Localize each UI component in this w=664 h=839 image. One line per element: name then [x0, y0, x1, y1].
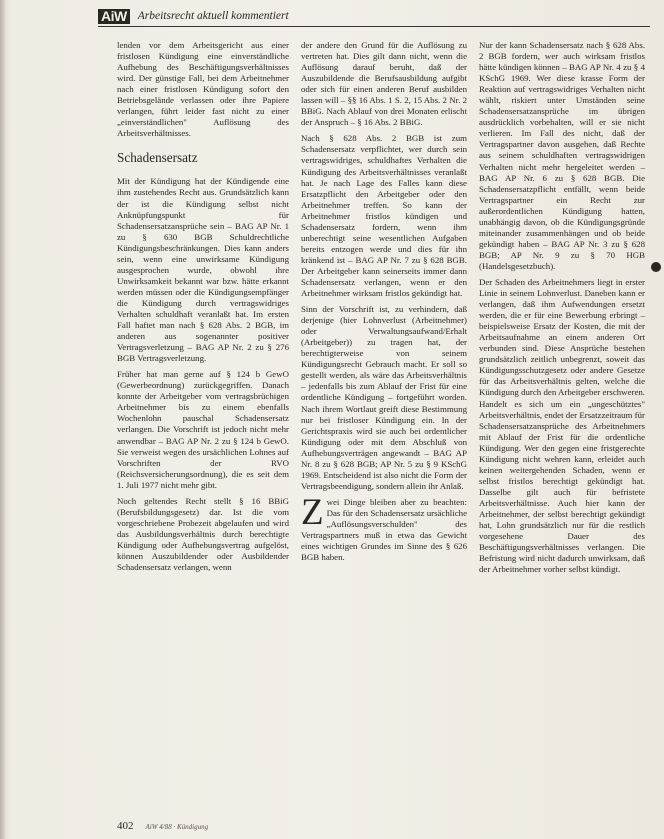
binder-hole: [651, 262, 661, 272]
publication-logo: AiW: [98, 9, 130, 24]
section-heading: Schadensersatz: [117, 150, 198, 166]
paragraph: Mit der Kündigung hat der Kündigende eine ihm zustehendes Recht aus. Grundsätzlich kann der ist die Kündigung selbst nicht Anknüpfungspunkt für Schadensersatzansprüche sein – BAG AP Nr. 1 zu § 630 BGB Schuldrechtliche Kündigungsbeschränkungen. Dies kann anders sein, wenn eine unwirksame Kündigung ausgesprochen wurde, obwohl ihre Unwirksamkeit bekannt war bzw. hätte erkannt werden müssen oder die Kündigungsempfänger die Kündigung durch vertragswidriges Verhalten schuldhaft veranlaßt hat. Im ersten Fall haftet man nach § 628 Abs. 2 BGB, im anderen aus sogenannter positiver Vertragsverletzung – BAG AP Nr. 2 zu § 276 BGB Vertragsverletzung.: [117, 176, 289, 364]
drop-cap: Z: [301, 491, 324, 533]
page-number: 402: [117, 820, 134, 832]
text-column-left: [117, 40, 289, 578]
page-footer: [117, 820, 208, 832]
paragraph: Nur der kann Schadensersatz nach § 628 Abs. 2 BGB fordern, wer auch wirksam fristlos hätte kündigen können – BAG AP Nr. 4 zu § 4 KSchG 1969. Wer diese krasse Form der Reaktion auf vertragswidriges Verhalten nicht wählt, riskiert unter Umständen seine Schadensersatzansprüche im übrigen ausdrücklich vorbehalten, will er sie nicht verlieren. Im Fall des nicht, daß der Vertragspartner davon ausgehen, daß Rechte aus seinem schuldhaften vertragswidrigen Verhalten nicht mehr hergeleitet werden – BAG AP Nr. 6 zu § 628 BGB. Die Schadensersatzpflicht entfällt, wenn beide Vertragspartner ein Recht zur außerordentlichen Kündigung hatten, unabhängig davon, ob die Kündigungsgründe miteinander zusammenhängen und ob beide gekündigt haben – BAG AP Nr. 3 zu § 628 BGB; AP Nr. 9 zu § 70 HGB (Handelsgesetzbuch).: [479, 40, 645, 271]
paragraph: Früher hat man gerne auf § 124 b GewO (Gewerbeordnung) zurückgegriffen. Danach konnte der Arbeitgeber vom vertragsbrüchigen Arbeitnehmer bis zu einem ebenfalls Wochenlohn pauschal Schadensersatz verlangen. Die Vorschrift ist jedoch nicht mehr anwendbar – BAG AP Nr. 2 zu § 124 b GewO. Sie verweist wegen des ursächlichen Lohnes auf Vorschriften der RVO (Reichsversicherungsordnung), die es seit dem 1. Juli 1977 nicht mehr gibt.: [117, 369, 289, 490]
page-header: [98, 6, 650, 27]
paragraph: Der Schaden des Arbeitnehmers liegt in erster Linie in seinem Lohnverlust. Daneben kann er verlangen, daß ihm Aufwendungen ersetzt werden, die er für eine Bewerbung erbringt – beispielsweise Ersatz der Kosten, die mit der Arbeitsaufnahme an einem anderen Ort verbunden sind. Diese Ansprüche bestehen grundsätzlich zeitlich unbegrenzt, soweit das Kündigungsschutzgesetz oder andere Gesetze für das Arbeitsverhältnis gelten, welche die Kündigung durch den Arbeitgeber erschweren. Handelt es sich um ein „ungeschütztes" Arbeitsverhältnis, endet der Ersatzzeitraum für Schadensersatzansprüche des Arbeitnehmers mit Ablauf der Frist für die ordentliche Kündigung. Wer den gegen eine fristgerechte Kündigung nicht wehren kann, erleidet auch keinen weitergehenden Schaden, wenn er selbst fristlos berechtigt gekündigt hat. Dasselbe gilt auch für befristete Arbeitsverhältnisse. Auch hier kann der Arbeitnehmer, der selbst berechtigt gekündigt hat, Lohn grundsätzlich nur für die restlich vorgesehene Dauer des Beschäftigungsverhältnisses verlangen. Die Befristung wird nicht dadurch unwirksam, daß der Arbeitnehmer vorher selbst kündigt.: [479, 276, 645, 575]
paragraph: der andere den Grund für die Auflösung zu vertreten hat. Dies gilt dann nicht, wenn die Auflösung darauf beruht, daß der Auszubildende die Berufsausbildung aufgibt oder sich für einen anderen Beruf ausbilden lassen will – §§ 16 Abs. 1 S. 2, 15 Abs. 2 Nr. 2 BBiG. Nach Ablauf von drei Monaten erlischt der Anspruch – § 16 Abs. 2 BBiG.: [301, 40, 467, 128]
paragraph: Nach § 628 Abs. 2 BGB ist zum Schadensersatz verpflichtet, wer durch sein vertragswidriges, schuldhaftes Verhalten die Kündigung des Arbeitsverhältnisses veranlaßt hat. Je nach Lage des Falles kann diese Ersatzpflicht den Arbeitgeber oder den Arbeitnehmer treffen. So kann der Arbeitnehmer fristlos kündigen und Schadensersatz fordern, wenn ihm unberechtigt seine wesentlichen Aufgaben bereits entzogen werde und dies für ihn kränkend ist – BAG AP Nr. 7 zu § 628 BGB. Der Arbeitgeber kann seinerseits immer dann Schadensersatz verlangen, wenn er den Arbeitnehmer wirksam fristlos gekündigt hat.: [301, 133, 467, 299]
text-column-right: [479, 40, 645, 580]
paragraph: Noch geltendes Recht stellt § 16 BBiG (Berufsbildungsgesetz) dar. Ist die vom vorgeschriebene Probezeit abgelaufen und wird das Ausbildungsverhältnis durch berechtigte Kündigung oder Aufhebungsvertrag aufgelöst, können Auszubildender oder Ausbildender Schadensersatz verlangen, wenn: [117, 495, 289, 573]
journal-reference: AiW 4/88 · Kündigung: [145, 823, 209, 831]
dropcap-paragraph-text: wei Dinge bleiben aber zu beachten: Das für den Schadensersatz ursächliche „Auflösungsverschulden" des Vertragspartners muß in etwa das Gewicht eines wichtigen Grundes im Sinne des § 626 BGB haben.: [301, 496, 467, 563]
running-title: Arbeitsrecht aktuell kommentiert: [137, 10, 289, 22]
dropcap-paragraph: [301, 491, 467, 563]
text-column-middle: [301, 40, 467, 568]
paragraph: Sinn der Vorschrift ist, zu verhindern, daß derjenige (hier Lohnverlust (Arbeitnehmer) oder Verwaltungsaufwand/Erhalt (Arbeitgeber)) zu tragen hat, der berechtigterweise von seinem Kündigungsrecht Gebrauch macht. Er soll so gestellt werden, als wäre das Arbeitsverhältnis – jedenfalls bis zum Ablauf der Frist für eine ordentliche Kündigung – fortgeführt worden. Nach ihrem Wortlaut greift diese Bestimmung nur bei fristloser Kündigung ein. In der Gerichtspraxis wird sie auch bei ordentlicher Kündigung oder mit dem Abschluß von Aufhebungsverträgen angewandt – BAG AP Nr. 8 zu § 628 BGB; AP Nr. 5 zu § 9 KSchG 1969. Entscheidend ist also nicht die Form der Vertragsbeendigung, sondern allein ihr Anlaß.: [301, 304, 467, 491]
paragraph: lenden vor dem Arbeitsgericht aus einer fristlosen Kündigung eine einverständliche Aufhebung des Beschäftigungsverhältnisses wird. Der günstige Fall, bei dem Arbeitnehmer nach einer fristlosen Kündigung sofort den Betriebsgelände verlassen oder ihre Papiere verlangen, führt leider fast nicht zu einer „einverständlichen" Auflösung des Arbeitsverhältnisses.: [117, 40, 289, 139]
page-edge-shadow: [0, 0, 6, 839]
